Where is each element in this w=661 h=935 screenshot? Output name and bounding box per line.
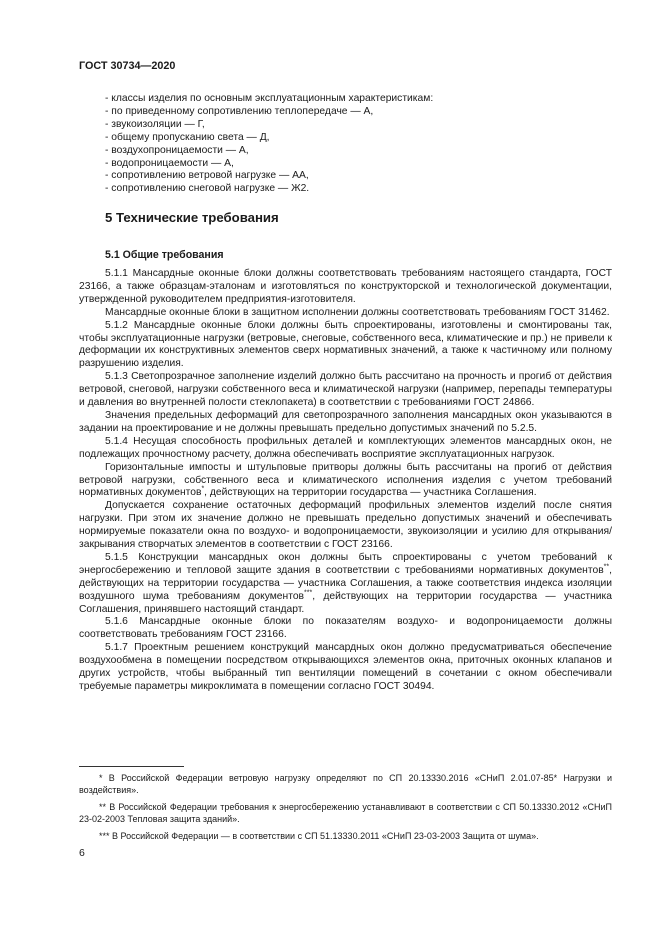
list-item: - звукоизоляции — Г,: [105, 118, 205, 130]
paragraph-5-1-5: [79, 552, 612, 617]
footnote-marker: ***: [304, 589, 313, 597]
paragraph-5-1-6: 5.1.6 Мансардные оконные блоки по показателям воздухо- и водопроницаемости должны соответствовать требованиям ГОСТ 23166.: [79, 616, 612, 641]
paragraph-5-1-3: 5.1.3 Светопрозрачное заполнение изделий должно быть рассчитано на прочность и прогиб от действия ветровой, снеговой, нагрузки собственного веса и климатической нагрузки (например, перепады температуры и давления во внутренней полости стеклопакета) в соответствии с требованиями ГОСТ 24866.: [79, 371, 612, 409]
document-header: ГОСТ 30734—2020: [79, 60, 176, 72]
list-item: - водопроницаемости — А,: [105, 157, 234, 169]
footnotes: [79, 772, 612, 846]
characteristics-list: [105, 93, 605, 196]
page-number: 6: [79, 847, 85, 859]
body-text: [79, 268, 612, 694]
paragraph: Допускается сохранение остаточных деформаций профильных элементов изделий после снятия нагрузки. При этом их значение должно не превышать предельно допустимых значений и обеспечивать нормируемые показатели окна по воздухо- и водопроницаемости, звукоизоляции и усилию для открывания/закрывания створчатых элементов в соответствии с ГОСТ 23166.: [79, 500, 612, 551]
paragraph-5-1-2: 5.1.2 Мансардные оконные блоки должны быть спроектированы, изготовлены и смонтированы так, чтобы эксплуатационные нагрузки (ветровые, снеговые, собственного веса, климатические и пр.) не привели к деформации их конструктивных элементов сверх нормативных значений, а также к частичному или полному разрушению изделия.: [79, 319, 612, 370]
paragraph-5-1-1: 5.1.1 Мансардные оконные блоки должны соответствовать требованиям настоящего стандарта, ГОСТ 23166, а также образцам-эталонам и изготовляться по конструкторской и технологической документации, утвержденной руководителем предприятия-изготовителя.: [79, 268, 612, 305]
subsection-title: 5.1 Общие требования: [105, 249, 224, 261]
paragraph-text: Горизонтальные импосты и штульповые притворы должны быть рассчитаны на прогиб от действия ветровой нагрузки, собственного веса и климатического исполнения изделия с учетом требований нормативных документов: [79, 461, 612, 499]
list-item: - воздухопроницаемости — А,: [105, 144, 249, 156]
footnote: *** В Российской Федерации — в соответствии с СП 51.13330.2011 «СНиП 23-03-2003 Защита от шума».: [99, 830, 539, 841]
footnote-divider: [79, 766, 184, 767]
paragraph-text: 5.1.5 Конструкции мансардных окон должны быть спроектированы с учетом требований к энергосбережению и тепловой защите здания в соответствии с требованиями нормативных документов: [79, 551, 612, 576]
footnote-marker: *: [201, 485, 205, 493]
list-item: - общему пропусканию света — Д,: [105, 131, 270, 143]
paragraph-5-1-7: 5.1.7 Проектным решением конструкций мансардных окон должно предусматриваться обеспечение воздухообмена в помещении посредством открывающихся элементов окна, приточных оконных клапанов и других устройств, чтобы выбранный тип вентиляции помещений в сочетании с окном обеспечивали требуемые параметры микроклимата в помещении согласно ГОСТ 30494.: [79, 642, 612, 692]
paragraph-text: , действующих на территории государства — участника Соглашения.: [204, 487, 537, 499]
footnote-marker: **: [603, 563, 610, 571]
list-item: - сопротивлению снеговой нагрузке — Ж2.: [105, 183, 310, 195]
list-item: - классы изделия по основным эксплуатационным характеристикам:: [105, 93, 434, 104]
paragraph-text: , действующих на территории государства — участника Соглашения, а также соответствия индекса изоляции воздушного шума требованиям документов: [79, 564, 612, 602]
footnote: * В Российской Федерации ветровую нагрузку определяют по СП 20.13330.2016 «СНиП 2.01.07-85* Нагрузки и воздействия».: [79, 773, 612, 796]
paragraph-5-1-4: 5.1.4 Несущая способность профильных деталей и комплектующих элементов мансардных окон, не подлежащих прочностному расчету, должна обеспечивать восприятие эксплуатационных нагрузок.: [79, 435, 612, 460]
paragraph-text: , действующих на территории государства — участника Соглашения, принявшего настоящий стандарт.: [79, 590, 612, 615]
footnote: ** В Российской Федерации требования к энергосбережению устанавливают в соответствии с СП 50.13330.2012 «СНиП 23-02-2003 Тепловая защита зданий».: [79, 801, 612, 825]
section-title: 5 Технические требования: [105, 210, 279, 225]
paragraph-with-footnote: [79, 462, 612, 501]
list-item: - по приведенному сопротивлению теплопередаче — А,: [105, 105, 374, 117]
paragraph: Мансардные оконные блоки в защитном исполнении должны соответствовать требованиям ГОСТ 31462.: [105, 306, 610, 318]
list-item: - сопротивлению ветровой нагрузке — АА,: [105, 170, 309, 182]
paragraph: Значения предельных деформаций для светопрозрачного заполнения мансардных окон указываются в задании на проектирование и не должны превышать предельно допустимых значений по 5.2.5.: [79, 409, 612, 434]
